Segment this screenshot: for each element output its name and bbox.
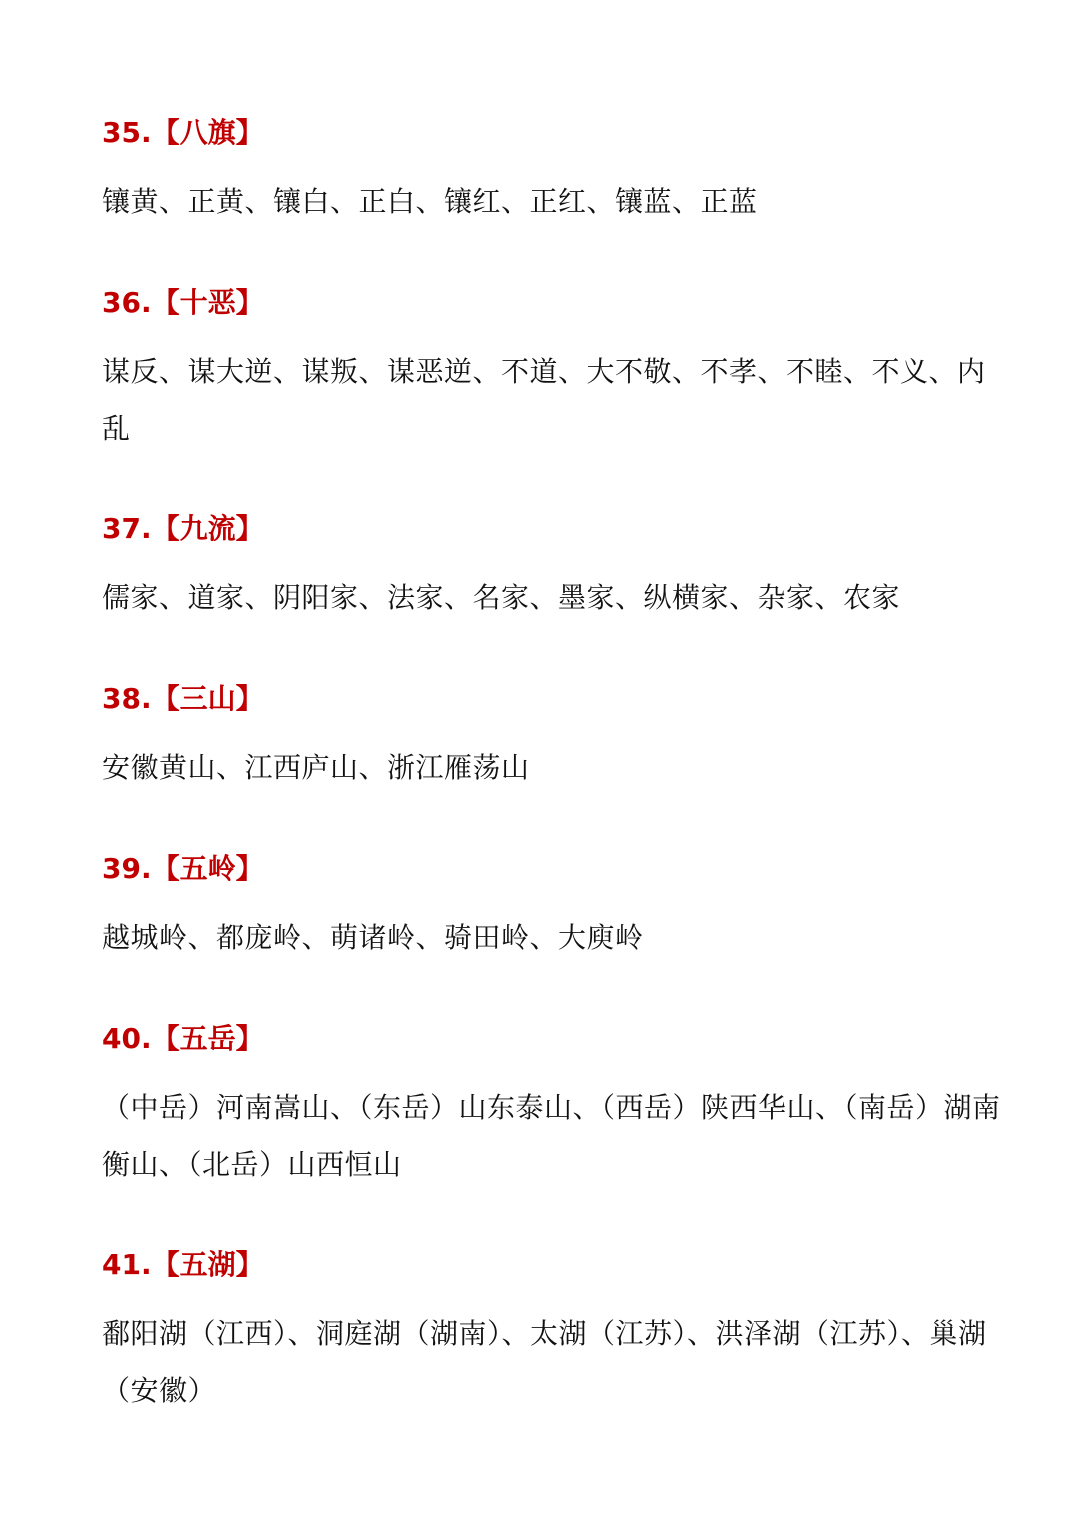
entry-36 xyxy=(102,286,1002,457)
entry-title: 40.【五岳】 xyxy=(102,1022,264,1055)
entry-41 xyxy=(102,1248,1002,1419)
entry-text: 谋反、谋大逆、谋叛、谋恶逆、不道、大不敬、不孝、不睦、不义、内乱 xyxy=(102,355,986,445)
entry-title: 39.【五岭】 xyxy=(102,852,264,885)
entry-title: 38.【三山】 xyxy=(102,682,264,715)
entry-text: 越城岭、都庞岭、萌诸岭、骑田岭、大庾岭 xyxy=(102,921,644,954)
entry-title: 36.【十恶】 xyxy=(102,286,264,319)
entry-title: 37.【九流】 xyxy=(102,512,264,545)
entry-text: 儒家、道家、阴阳家、法家、名家、墨家、纵横家、杂家、农家 xyxy=(102,581,901,614)
entry-title: 35.【八旗】 xyxy=(102,116,264,149)
entry-40 xyxy=(102,1022,1002,1193)
entry-38 xyxy=(102,682,1002,796)
entry-35 xyxy=(102,116,1002,230)
entry-text: （中岳）河南嵩山、（东岳）山东泰山、（西岳）陕西华山、（南岳）湖南衡山、（北岳）山西恒山 xyxy=(102,1091,1001,1181)
entry-text: 鄱阳湖（江西）、洞庭湖（湖南）、太湖（江苏）、洪泽湖（江苏）、巢湖（安徽） xyxy=(102,1317,987,1407)
entry-text: 安徽黄山、江西庐山、浙江雁荡山 xyxy=(102,751,530,784)
entry-text: 镶黄、正黄、镶白、正白、镶红、正红、镶蓝、正蓝 xyxy=(102,185,758,218)
entry-37 xyxy=(102,512,1002,626)
entry-39 xyxy=(102,852,1002,966)
entry-title: 41.【五湖】 xyxy=(102,1248,264,1281)
